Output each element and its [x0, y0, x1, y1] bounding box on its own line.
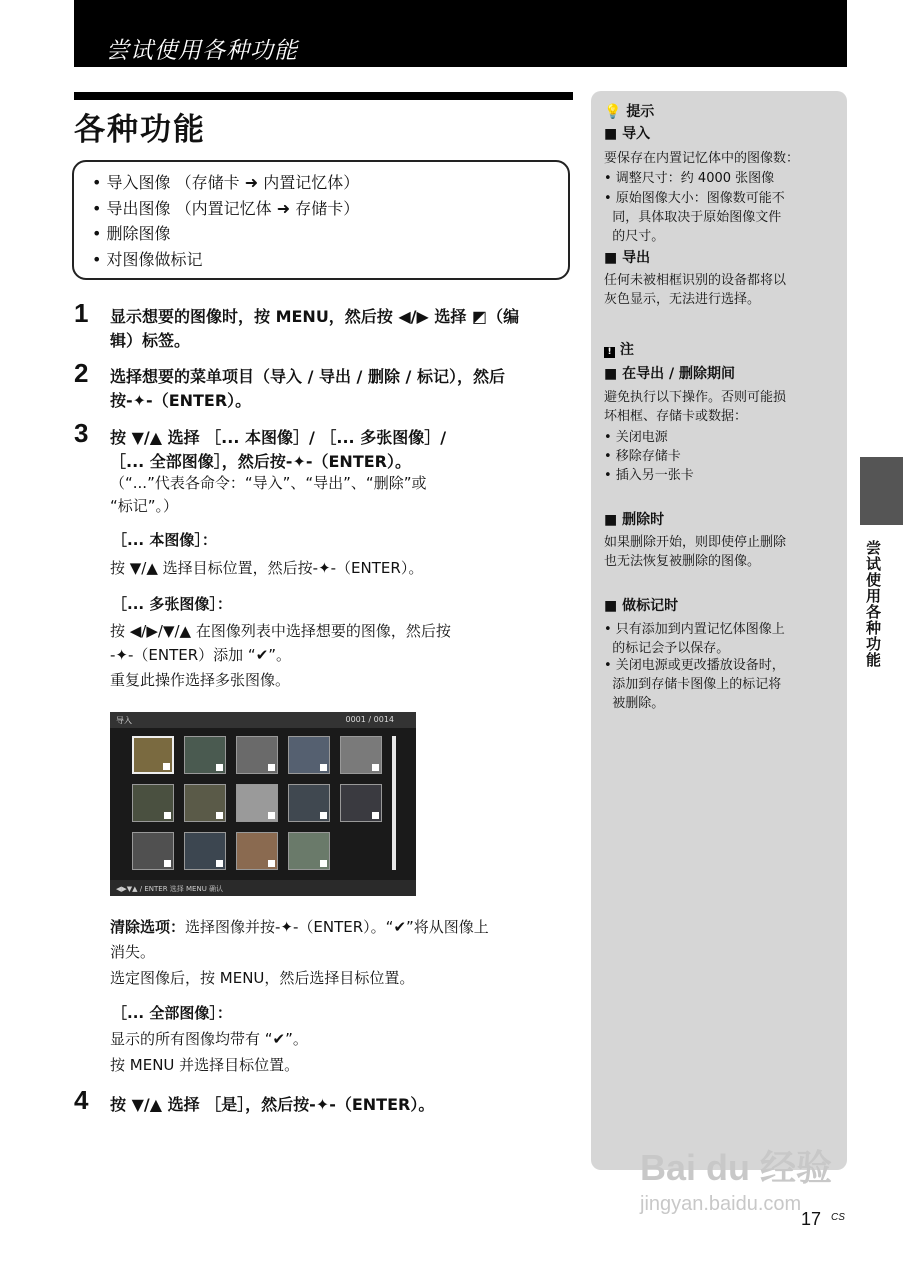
sidebar-line: • 只有添加到内置记忆体图像上: [604, 622, 785, 637]
clear-label: 清除选项：: [110, 918, 186, 936]
thumbnail: [236, 832, 278, 870]
step-note: “标记”。）: [110, 497, 179, 515]
step-number: 1: [74, 298, 89, 328]
chapter-tab: [860, 457, 903, 525]
sub-text: 重复此操作选择多张图像。: [110, 671, 291, 689]
screen-hint: ◀▶▼▲ / ENTER 选择 MENU 确认: [116, 885, 224, 893]
sidebar-line: 添加到存储卡图像上的标记将: [604, 677, 782, 692]
page-title: 各种功能: [74, 112, 206, 148]
sidebar-line: 任何未被相框识别的设备都将以: [604, 273, 787, 288]
step-text: 辑）标签。: [110, 331, 191, 350]
page-suffix: CS: [831, 1212, 845, 1223]
screen-hint-bar: [110, 880, 416, 896]
step-number: 4: [74, 1085, 89, 1115]
section-title: 尝试使用各种功能: [106, 38, 298, 64]
thumbnail: [288, 832, 330, 870]
during-heading: ■ 在导出 / 删除期间: [604, 366, 735, 382]
step-note: （“...”代表各命令：“导入”、“导出”、“删除”或: [110, 474, 427, 492]
sidebar-line: 如果删除开始，则即使停止删除: [604, 535, 787, 550]
page-number: 17: [801, 1209, 822, 1229]
clear-text-cont: 消失。: [110, 943, 156, 961]
section-header: [74, 0, 847, 67]
watermark-url: jingyan.baidu.com: [640, 1193, 802, 1215]
warning-icon: !: [604, 347, 615, 358]
watermark: [640, 1140, 832, 1216]
thumbnail: [340, 736, 382, 774]
watermark-brand: Bai du 经验: [640, 1147, 833, 1188]
sidebar-line: 的尺寸。: [604, 229, 665, 244]
sidebar-line: 同，具体取决于原始图像文件: [604, 210, 782, 225]
sidebar-line: 的标记会予以保存。: [604, 641, 730, 656]
thumbnail: [236, 736, 278, 774]
sub-heading: ［... 本图像］：: [112, 531, 217, 549]
lightbulb-icon: 💡: [604, 104, 622, 120]
feature-item: • 导出图像 （内置记忆体 ➜ 存储卡）: [92, 198, 360, 218]
import-heading: ■ 导入: [604, 126, 651, 142]
thumbnail: [132, 784, 174, 822]
sidebar-line: 坏相框、存储卡或数据：: [604, 409, 748, 424]
sidebar-line: • 原始图像大小：图像数可能不: [604, 191, 785, 206]
screen-status-bar: [110, 712, 416, 728]
thumbnail: [236, 784, 278, 822]
sidebar-line: 避免执行以下操作。否则可能损: [604, 390, 787, 405]
thumbnail: [184, 736, 226, 774]
thumbnail: [184, 784, 226, 822]
title-rule: [74, 92, 573, 100]
sidebar-line: 要保存在内置记忆体中的图像数：: [604, 151, 800, 166]
clear-text: [110, 917, 489, 938]
sidebar-line: • 调整尺寸：约 4000 张图像: [604, 171, 775, 186]
feature-list: [72, 160, 570, 280]
feature-item: • 导入图像 （存储卡 ➜ 内置记忆体）: [92, 173, 360, 192]
step-number: 2: [74, 358, 89, 388]
step-text: ［... 全部图像］，然后按-✦-（ENTER）。: [110, 452, 411, 471]
step-text: 按 ▼/▲ 选择 ［... 本图像］/ ［... 多张图像］/: [110, 428, 447, 447]
sidebar-line: • 关闭电源: [604, 430, 668, 445]
step-number: 3: [74, 418, 89, 448]
sub-text: 显示的所有图像均带有 “✔”。: [110, 1030, 308, 1048]
note-heading: ! 注: [604, 341, 634, 360]
screen-scrollbar: [392, 736, 396, 870]
sub-text: 按 ▼/▲ 选择目标位置，然后按-✦-（ENTER）。: [110, 559, 424, 577]
sub-heading: ［... 全部图像］：: [112, 1004, 232, 1022]
clear-line: 选择图像并按-✦-（ENTER）。“✔”将从图像上: [185, 918, 489, 936]
thumbnail: [340, 784, 382, 822]
chapter-tab-label: 尝试使用各种功能: [864, 540, 882, 668]
after-select-text: 选定图像后，按 MENU，然后选择目标位置。: [110, 969, 415, 987]
thumbnail: [132, 736, 174, 774]
step-text: 显示想要的图像时，按 MENU，然后按 ◀/▶ 选择 ◩（编: [110, 307, 520, 326]
deleting-heading: ■ 删除时: [604, 512, 665, 528]
marking-heading: ■ 做标记时: [604, 598, 679, 614]
sub-text: -✦-（ENTER）添加 “✔”。: [110, 646, 292, 664]
export-heading: ■ 导出: [604, 250, 651, 266]
thumbnail: [288, 784, 330, 822]
thumbnail: [184, 832, 226, 870]
sidebar-line: • 移除存储卡: [604, 449, 681, 464]
feature-item: • 删除图像: [92, 224, 171, 243]
sidebar-line: • 插入另一张卡: [604, 468, 694, 483]
sub-text: 按 ◀/▶/▼/▲ 在图像列表中选择想要的图像，然后按: [110, 622, 451, 640]
sidebar-line: 也无法恢复被删除的图像。: [604, 554, 761, 569]
sidebar-line: 灰色显示，无法进行选择。: [604, 292, 761, 307]
step-text: 按 ▼/▲ 选择 ［是］，然后按-✦-（ENTER）。: [110, 1095, 435, 1114]
feature-item: • 对图像做标记: [92, 249, 203, 269]
tip-heading: 💡 提示: [604, 104, 655, 120]
thumbnail: [132, 832, 174, 870]
sidebar-line: • 关闭电源或更改播放设备时，: [604, 658, 785, 673]
sub-heading: ［... 多张图像］：: [112, 595, 232, 613]
step-text: 选择想要的菜单项目（导入 / 导出 / 删除 / 标记），然后: [110, 367, 505, 386]
sidebar-line: 被删除。: [604, 696, 665, 711]
step-text: 按-✦-（ENTER）。: [110, 391, 252, 410]
screen-mode: 导入: [116, 716, 132, 725]
device-screen: [110, 712, 416, 896]
sub-text: 按 MENU 并选择目标位置。: [110, 1056, 300, 1074]
thumbnail: [288, 736, 330, 774]
screen-counter: 0001 / 0014: [345, 715, 394, 724]
